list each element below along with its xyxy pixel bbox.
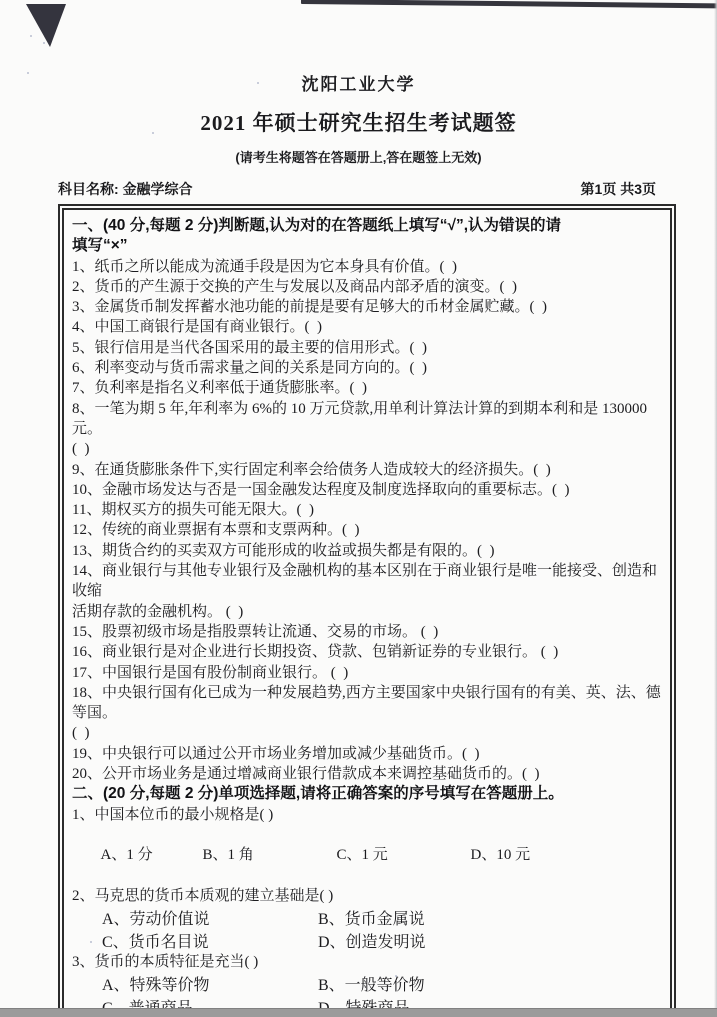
- tf-line: 19、中央银行可以通过公开市场业务增加或减少基础货币。( ): [72, 745, 480, 762]
- school-name: 沈阳工业大学: [301, 75, 416, 94]
- mc-option: D、创造发明说: [318, 934, 426, 952]
- subject-name: [58, 179, 193, 199]
- mc-option: A、特殊等价物: [102, 977, 210, 995]
- tf-line: 10、金融市场发达与否是一国金融发达程度及制度选择取向的重要标志。( ): [72, 481, 570, 498]
- tf-line: 8、一笔为期 5 年,年利率为 6%的 10 万元贷款,用单利计算法计算的到期本利和是 130000 元。: [72, 400, 651, 437]
- exam-header: [0, 0, 717, 166]
- mc-question-stem: 2、马克思的货币本质观的建立基础是( ): [72, 887, 334, 904]
- mc-options-grid-row: [72, 929, 666, 952]
- meta-row: [58, 179, 658, 199]
- tf-line: 3、金属货币制发挥蓄水池功能的前提是要有足够大的币材金属贮藏。( ): [72, 299, 547, 316]
- mc-option: B、一般等价物: [318, 977, 425, 995]
- tf-line-continuation: ( ): [72, 725, 90, 742]
- scan-speck: [27, 72, 29, 74]
- tf-line: 18、中央银行国有化已成为一种发展趋势,西方主要国家中央银行国有的有美、英、法、德等国。: [72, 684, 661, 722]
- mc-question-stem: 3、货币的本质特征是充当( ): [72, 954, 259, 971]
- exam-note: (请考生将题答在答题册上,答在题签上无效): [235, 150, 482, 165]
- mc-options-grid-row: [72, 972, 666, 995]
- question-box: [58, 204, 676, 1017]
- tf-line: 6、利率变动与货币需求量之间的关系是同方向的。( ): [72, 360, 427, 377]
- subject-value: 金融学综合: [122, 181, 193, 197]
- tf-line: 9、在通货膨胀条件下,实行固定利率会给债务人造成较大的经济损失。( ): [72, 461, 551, 478]
- scan-bottom-edge-band: [0, 1008, 717, 1017]
- scan-speck: [257, 82, 259, 84]
- mc-question-stem: 1、中国本位币的最小规格是( ): [72, 806, 274, 823]
- tf-line: 16、商业银行是对企业进行长期投资、贷款、包销新证券的专业银行。 ( ): [72, 644, 559, 661]
- section2-heading: 二、(20 分,每题 2 分)单项选择题,请将正确答案的序号填写在答题册上。: [72, 785, 564, 803]
- tf-line-continuation: 活期存款的金融机构。 ( ): [72, 603, 244, 620]
- section1-heading-line2: 填写“×”: [72, 237, 128, 255]
- exam-title: 2021 年硕士研究生招生考试题签: [200, 111, 517, 135]
- scan-speck: [90, 941, 92, 943]
- tf-line: 12、传统的商业票据有本票和支票两种。( ): [72, 522, 360, 539]
- tf-line: 1、纸币之所以能成为流通手段是因为它本身具有价值。( ): [72, 258, 457, 275]
- section1-heading-line1: 一、(40 分,每题 2 分)判断题,认为对的在答题纸上填写“√”,认为错误的请: [72, 217, 562, 234]
- mc-option: D、10 元: [470, 847, 531, 864]
- tf-line: 11、期权买方的损失可能无限大。( ): [72, 502, 314, 519]
- mc-options-row: [72, 825, 666, 886]
- scan-speck: [395, 975, 397, 977]
- scan-speck: [30, 35, 32, 37]
- tf-line: 5、银行信用是当代各国采用的最主要的信用形式。( ): [72, 339, 427, 356]
- subject-label: 科目名称:: [58, 181, 119, 197]
- tf-line: 7、负利率是指名义利率低于通货膨胀率。( ): [72, 380, 367, 397]
- mc-option: C、货币名目说: [102, 934, 209, 952]
- mc-option: A、1 分: [100, 847, 153, 864]
- mc-option: B、货币金属说: [318, 911, 425, 929]
- scan-speck: [43, 42, 45, 44]
- mc-options-grid-row: [72, 906, 666, 929]
- mc-option: C、1 元: [336, 847, 388, 864]
- tf-line: 13、期货合约的买卖双方可能形成的收益或损失都是有限的。( ): [72, 542, 495, 559]
- tf-line: 2、货币的产生源于交换的产生与发展以及商品内部矛盾的演变。( ): [72, 278, 517, 295]
- tf-line: 20、公开市场业务是通过增减商业银行借款成本来调控基础货币的。( ): [72, 766, 540, 783]
- tf-line: 17、中国银行是国有股份制商业银行。 ( ): [72, 664, 349, 681]
- mc-option: B、1 角: [202, 847, 254, 864]
- tf-line: 15、股票初级市场是指股票转让流通、交易的市场。 ( ): [72, 623, 439, 640]
- tf-line: 14、商业银行与其他专业银行及金融机构的基本区别在于商业银行是唯一能接受、创造和收缩: [72, 563, 658, 600]
- tf-line-continuation: ( ): [72, 441, 90, 458]
- section1-heading: [72, 216, 666, 257]
- scan-speck: [152, 132, 154, 134]
- page-indicator: 第1页 共3页: [580, 181, 656, 197]
- mc-option: A、劳动价值说: [102, 911, 210, 929]
- tf-line: 4、中国工商银行是国有商业银行。( ): [72, 319, 322, 336]
